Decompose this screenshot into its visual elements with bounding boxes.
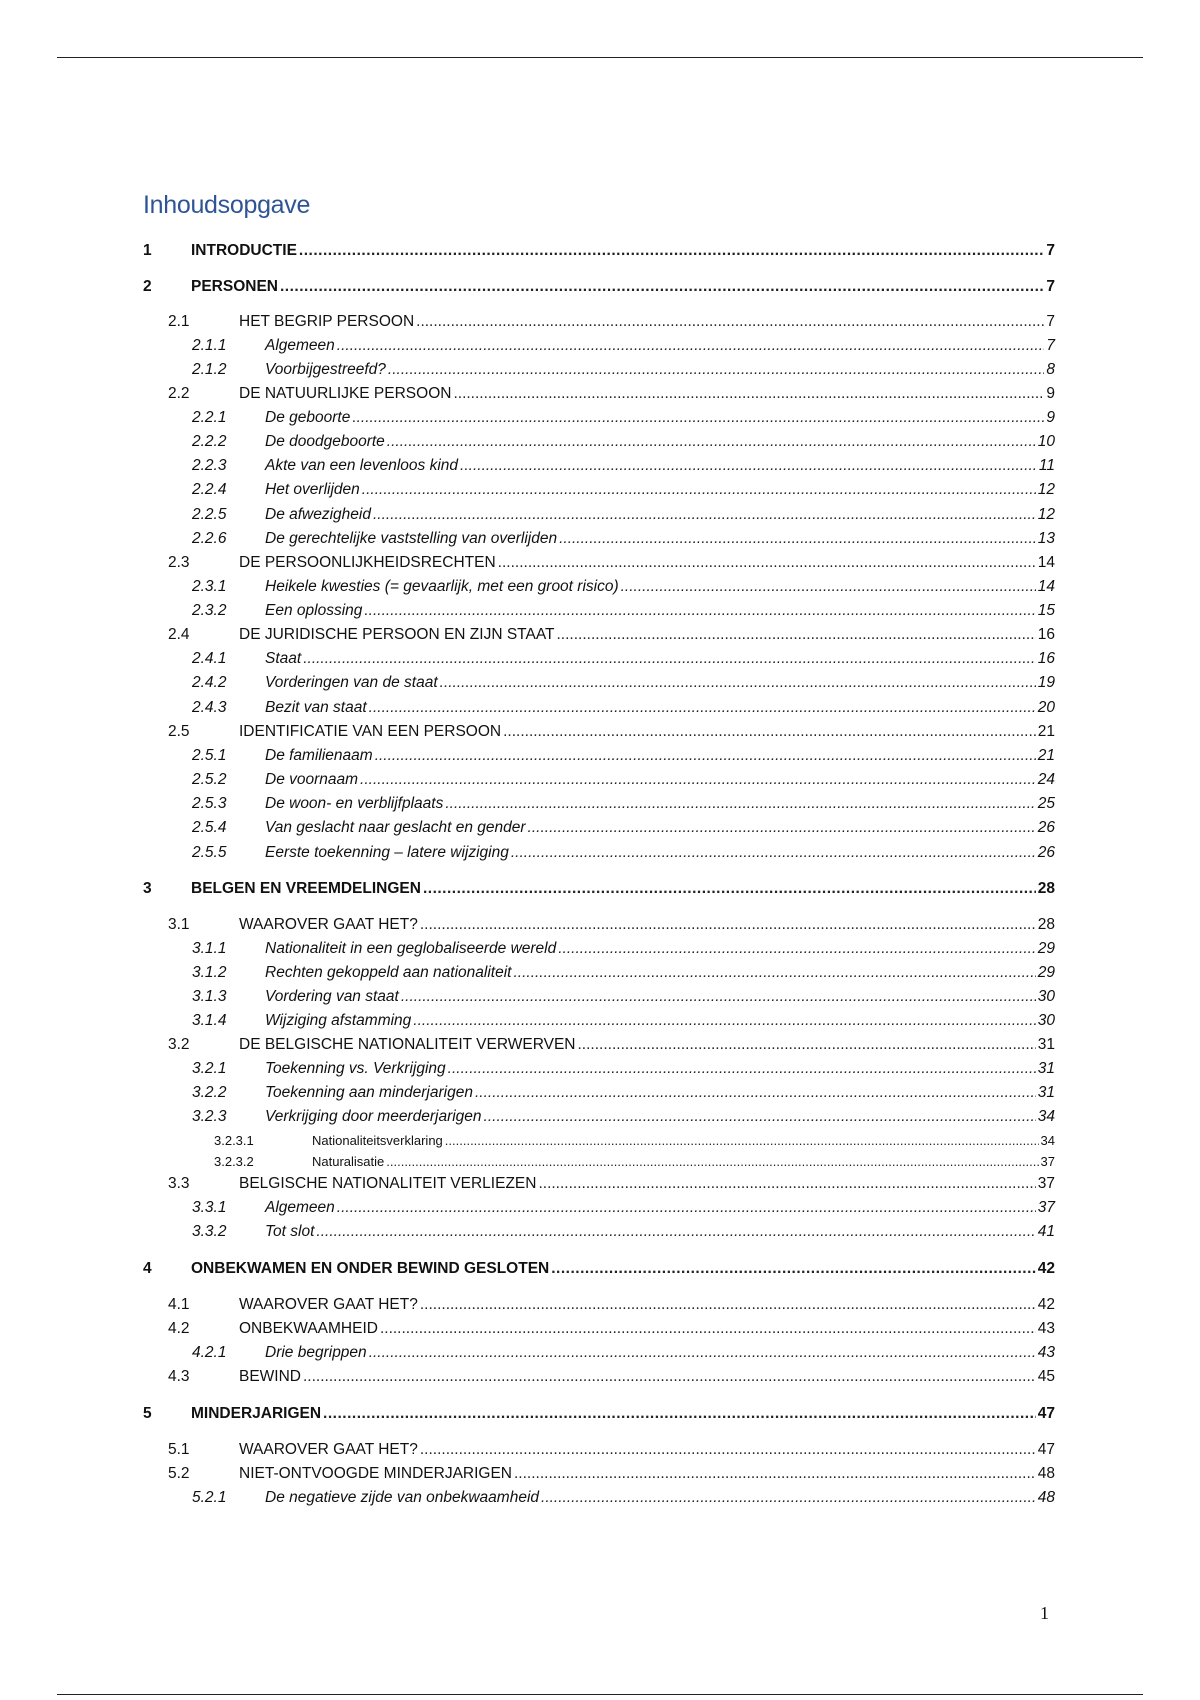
toc-entry-label: Heikele kwesties (= gevaarlijk, met een groot risico) [265, 578, 619, 595]
toc-entry-page: 7 [1046, 242, 1055, 259]
toc-entry-label: DE PERSOONLIJKHEIDSRECHTEN [239, 554, 496, 571]
toc-entry-number: 2.5.1 [192, 747, 227, 764]
toc-entry-number: 2.5.4 [192, 819, 227, 836]
toc-entry-number: 3.1.4 [192, 1012, 227, 1029]
toc-dot-leader [337, 1199, 1036, 1217]
toc-dot-leader [578, 1036, 1036, 1054]
toc-dot-leader [514, 1465, 1036, 1483]
toc-entry-number: 3.1.1 [192, 940, 227, 957]
toc-entry-label: De familienaam [265, 747, 373, 764]
toc-entry-level-2[interactable] [143, 916, 1055, 934]
toc-entry-label: BEWIND [239, 1368, 301, 1385]
toc-entry-number: 5.1 [168, 1441, 190, 1458]
toc-entry-label: Vordering van staat [265, 988, 399, 1005]
toc-entry-level-2[interactable] [143, 1296, 1055, 1314]
toc-entry-level-3[interactable] [143, 1223, 1055, 1241]
toc-dot-leader [460, 457, 1037, 475]
toc-entry-number: 2.4.1 [192, 650, 227, 667]
toc-dot-leader [538, 1175, 1035, 1193]
toc-entry-page: 26 [1037, 844, 1055, 861]
toc-dot-leader [413, 1012, 1035, 1030]
toc-entry-page: 34 [1040, 1133, 1055, 1148]
toc-entry-page: 21 [1037, 747, 1055, 764]
toc-entry-page: 21 [1037, 723, 1055, 740]
toc-entry-page: 43 [1037, 1320, 1055, 1337]
toc-entry-number: 3.2.1 [192, 1060, 227, 1077]
page-number: 1 [1040, 1603, 1049, 1623]
toc-entry-label: De geboorte [265, 409, 351, 426]
toc-dot-leader [445, 1133, 1039, 1148]
toc-entry-number: 2.1.1 [192, 337, 227, 354]
toc-entry-level-3[interactable] [143, 747, 1055, 765]
toc-dot-leader [498, 554, 1036, 572]
toc-entry-page: 30 [1037, 1012, 1055, 1029]
toc-entry-page: 48 [1037, 1489, 1055, 1506]
toc-entry-number: 2.3 [168, 554, 190, 571]
toc-dot-leader [386, 1154, 1038, 1169]
toc-entry-level-3[interactable] [143, 1344, 1055, 1362]
toc-entry-level-3[interactable] [143, 674, 1055, 692]
toc-entry-number: 5.2 [168, 1465, 190, 1482]
toc-entry-page: 12 [1037, 481, 1055, 498]
toc-entry-label: Rechten gekoppeld aan nationaliteit [265, 964, 512, 981]
toc-dot-leader [453, 385, 1044, 403]
toc-dot-leader [621, 578, 1036, 596]
toc-dot-leader [559, 530, 1036, 548]
toc-entry-level-2[interactable] [143, 1175, 1055, 1193]
toc-entry-level-1[interactable] [143, 278, 1055, 296]
toc-entry-page: 7 [1046, 278, 1055, 295]
toc-dot-leader [541, 1489, 1036, 1507]
toc-dot-leader [551, 1260, 1036, 1278]
toc-entry-number: 2.2.4 [192, 481, 227, 498]
toc-entry-page: 16 [1037, 626, 1055, 643]
toc-dot-leader [513, 964, 1035, 982]
toc-entry-level-3[interactable] [143, 771, 1055, 789]
toc-entry-level-1[interactable] [143, 242, 1055, 260]
toc-entry-number: 5.2.1 [192, 1489, 227, 1506]
toc-entry-label: Algemeen [265, 337, 335, 354]
toc-entry-page: 42 [1037, 1260, 1055, 1277]
toc-entry-label: ONBEKWAMEN EN ONDER BEWIND GESLOTEN [191, 1260, 550, 1277]
toc-entry-page: 41 [1037, 1223, 1055, 1240]
toc-entry-number: 5 [143, 1405, 152, 1422]
toc-dot-leader [420, 1296, 1036, 1314]
toc-entry-number: 3.1.2 [192, 964, 227, 981]
toc-entry-number: 3.2.3 [192, 1108, 227, 1125]
toc-dot-leader [323, 1405, 1036, 1423]
toc-entry-level-3[interactable] [143, 337, 1055, 355]
toc-entry-label: Eerste toekenning – latere wijziging [265, 844, 509, 861]
toc-entry-label: Nationaliteitsverklaring [312, 1133, 443, 1148]
toc-entry-page: 13 [1037, 530, 1055, 547]
toc-entry-number: 2.2.6 [192, 530, 227, 547]
toc-entry-label: Toekenning aan minderjarigen [265, 1084, 473, 1101]
toc-entry-label: Staat [265, 650, 302, 667]
toc-entry-number: 4.1 [168, 1296, 190, 1313]
toc-dot-leader [448, 1060, 1036, 1078]
toc-dot-leader [280, 278, 1044, 296]
toc-entry-page: 19 [1037, 674, 1055, 691]
toc-entry-label: De negatieve zijde van onbekwaamheid [265, 1489, 540, 1506]
toc-entry-label: De woon- en verblijfplaats [265, 795, 444, 812]
toc-entry-label: Voorbijgestreefd? [265, 361, 386, 378]
toc-entry-page: 47 [1037, 1441, 1055, 1458]
toc-entry-label: PERSONEN [191, 278, 278, 295]
toc-entry-number: 4.2 [168, 1320, 190, 1337]
toc-entry-level-1[interactable] [143, 880, 1055, 898]
toc-entry-label: INTRODUCTIE [191, 242, 297, 259]
toc-dot-leader [401, 988, 1036, 1006]
toc-dot-leader [369, 1344, 1036, 1362]
toc-dot-leader [299, 242, 1044, 260]
toc-entry-level-2[interactable] [143, 1465, 1055, 1483]
toc-dot-leader [380, 1320, 1036, 1338]
toc-entry-level-3[interactable] [143, 795, 1055, 813]
toc-entry-number: 3.2.3.2 [214, 1154, 254, 1169]
toc-entry-level-3[interactable] [143, 409, 1055, 427]
toc-entry-label: Verkrijging door meerderjarigen [265, 1108, 482, 1125]
toc-entry-page: 29 [1037, 964, 1055, 981]
toc-entry-page: 47 [1037, 1405, 1055, 1422]
toc-entry-level-2[interactable] [143, 1441, 1055, 1459]
toc-entry-label: De voornaam [265, 771, 359, 788]
toc-entry-level-2[interactable] [143, 313, 1055, 331]
toc-entry-level-3[interactable] [143, 1084, 1055, 1102]
toc-entry-page: 14 [1037, 578, 1055, 595]
toc-entry-label: DE NATUURLIJKE PERSOON [239, 385, 452, 402]
toc-entry-page: 8 [1046, 361, 1055, 378]
toc-dot-leader [369, 699, 1036, 717]
toc-entry-label: Drie begrippen [265, 1344, 367, 1361]
toc-entry-label: Algemeen [265, 1199, 335, 1216]
toc-entry-level-3[interactable] [143, 988, 1055, 1006]
toc-entry-number: 4.3 [168, 1368, 190, 1385]
toc-entry-level-2[interactable] [143, 626, 1055, 644]
toc-dot-leader [475, 1084, 1036, 1102]
toc-entry-page: 15 [1037, 602, 1055, 619]
toc-dot-leader [557, 626, 1036, 644]
toc-dot-leader [373, 506, 1036, 524]
toc-dot-leader [337, 337, 1045, 355]
toc-entry-level-3[interactable] [143, 1108, 1055, 1126]
toc-dot-leader [440, 674, 1036, 692]
toc-entry-number: 3.2 [168, 1036, 190, 1053]
toc-entry-level-3[interactable] [143, 844, 1055, 862]
toc-entry-number: 2.4.2 [192, 674, 227, 691]
toc-dot-leader [303, 1368, 1036, 1386]
toc-entry-number: 3.2.2 [192, 1084, 227, 1101]
footer-rule [57, 1694, 1143, 1695]
toc-entry-level-3[interactable] [143, 1199, 1055, 1217]
toc-entry-level-4[interactable] [143, 1133, 1055, 1148]
toc-entry-label: Vorderingen van de staat [265, 674, 438, 691]
toc-entry-label: MINDERJARIGEN [191, 1405, 322, 1422]
toc-entry-level-1[interactable] [143, 1405, 1055, 1423]
toc-entry-number: 2.2.3 [192, 457, 227, 474]
toc-entry-page: 26 [1037, 819, 1055, 836]
toc-dot-leader [416, 313, 1044, 331]
toc-entry-page: 37 [1037, 1199, 1055, 1216]
toc-entry-level-1[interactable] [143, 1260, 1055, 1278]
toc-entry-level-2[interactable] [143, 1368, 1055, 1386]
toc-entry-label: Het overlijden [265, 481, 360, 498]
toc-entry-label: BELGEN EN VREEMDELINGEN [191, 880, 421, 897]
toc-dot-leader [484, 1108, 1036, 1126]
toc-entry-label: HET BEGRIP PERSOON [239, 313, 415, 330]
toc-entry-number: 3 [143, 880, 152, 897]
toc-entry-level-2[interactable] [143, 1036, 1055, 1054]
toc-dot-leader [364, 602, 1035, 620]
toc-dot-leader [388, 361, 1044, 379]
toc-dot-leader [423, 880, 1036, 898]
toc-entry-label: DE BELGISCHE NATIONALITEIT VERWERVEN [239, 1036, 576, 1053]
toc-entry-level-3[interactable] [143, 699, 1055, 717]
toc-entry-page: 7 [1046, 337, 1055, 354]
toc-entry-page: 10 [1037, 433, 1055, 450]
toc-entry-number: 3.1 [168, 916, 190, 933]
toc-entry-page: 28 [1037, 916, 1055, 933]
toc-entry-number: 2.2 [168, 385, 190, 402]
header-rule [57, 57, 1143, 58]
toc-entry-label: Van geslacht naar geslacht en gender [265, 819, 526, 836]
toc-dot-leader [316, 1223, 1035, 1241]
toc-entry-label: IDENTIFICATIE VAN EEN PERSOON [239, 723, 502, 740]
toc-dot-leader [528, 819, 1036, 837]
toc-entry-number: 2.2.5 [192, 506, 227, 523]
toc-entry-level-2[interactable] [143, 1320, 1055, 1338]
toc-entry-label: WAAROVER GAAT HET? [239, 1296, 418, 1313]
toc-entry-label: Wijziging afstamming [265, 1012, 412, 1029]
toc-entry-page: 42 [1037, 1296, 1055, 1313]
toc-entry-label: BELGISCHE NATIONALITEIT VERLIEZEN [239, 1175, 537, 1192]
toc-dot-leader [503, 723, 1036, 741]
toc-entry-number: 3.1.3 [192, 988, 227, 1005]
toc-entry-label: NIET-ONTVOOGDE MINDERJARIGEN [239, 1465, 512, 1482]
toc-entry-number: 2.5 [168, 723, 190, 740]
toc-entry-number: 2.1 [168, 313, 190, 330]
toc-entry-page: 45 [1037, 1368, 1055, 1385]
toc-entry-level-3[interactable] [143, 361, 1055, 379]
toc-entry-level-2[interactable] [143, 554, 1055, 572]
toc-dot-leader [360, 771, 1036, 789]
toc-entry-page: 24 [1037, 771, 1055, 788]
toc-entry-label: De afwezigheid [265, 506, 371, 523]
toc-entry-level-2[interactable] [143, 723, 1055, 741]
toc-entry-number: 4 [143, 1260, 152, 1277]
toc-entry-level-3[interactable] [143, 964, 1055, 982]
toc-entry-label: De doodgeboorte [265, 433, 385, 450]
toc-entry-level-3[interactable] [143, 1489, 1055, 1507]
toc-entry-level-3[interactable] [143, 1060, 1055, 1078]
toc-entry-page: 16 [1037, 650, 1055, 667]
toc-entry-page: 12 [1037, 506, 1055, 523]
toc-entry-page: 9 [1046, 409, 1055, 426]
toc-entry-page: 25 [1037, 795, 1055, 812]
toc-entry-number: 2.3.2 [192, 602, 227, 619]
toc-entry-page: 31 [1037, 1084, 1055, 1101]
toc-entry-page: 9 [1046, 385, 1055, 402]
toc-entry-page: 31 [1037, 1036, 1055, 1053]
toc-dot-leader [420, 916, 1036, 934]
toc-entry-number: 4.2.1 [192, 1344, 227, 1361]
toc-entry-number: 3.3.1 [192, 1199, 227, 1216]
toc-dot-leader [445, 795, 1035, 813]
toc-entry-page: 43 [1037, 1344, 1055, 1361]
toc-entry-label: Toekenning vs. Verkrijging [265, 1060, 446, 1077]
toc-entry-number: 2.2.2 [192, 433, 227, 450]
toc-entry-level-3[interactable] [143, 433, 1055, 451]
toc-entry-level-3[interactable] [143, 1012, 1055, 1030]
toc-entry-label: De gerechtelijke vaststelling van overlijden [265, 530, 558, 547]
toc-entry-label: Een oplossing [265, 602, 363, 619]
toc-entry-page: 37 [1040, 1154, 1055, 1169]
toc-entry-page: 28 [1037, 880, 1055, 897]
toc-entry-level-2[interactable] [143, 385, 1055, 403]
toc-entry-label: Akte van een levenloos kind [265, 457, 459, 474]
toc-entry-number: 2.1.2 [192, 361, 227, 378]
toc-entry-label: WAAROVER GAAT HET? [239, 916, 418, 933]
toc-entry-label: WAAROVER GAAT HET? [239, 1441, 418, 1458]
toc-dot-leader [558, 940, 1036, 958]
toc-entry-number: 1 [143, 242, 152, 259]
toc-entry-number: 2.5.3 [192, 795, 227, 812]
toc-entry-level-3[interactable] [143, 481, 1055, 499]
toc-entry-page: 48 [1037, 1465, 1055, 1482]
toc-entry-number: 2.2.1 [192, 409, 227, 426]
toc-entry-page: 34 [1037, 1108, 1055, 1125]
toc-entry-label: ONBEKWAAMHEID [239, 1320, 378, 1337]
toc-entry-page: 14 [1037, 554, 1055, 571]
toc-entry-level-3[interactable] [143, 530, 1055, 548]
toc-entry-page: 30 [1037, 988, 1055, 1005]
toc-entry-page: 31 [1037, 1060, 1055, 1077]
toc-entry-number: 2 [143, 278, 152, 295]
toc-entry-page: 7 [1046, 313, 1055, 330]
toc-entry-level-3[interactable] [143, 506, 1055, 524]
toc-entry-page: 11 [1038, 457, 1055, 474]
toc-entry-number: 3.3 [168, 1175, 190, 1192]
toc-dot-leader [387, 433, 1036, 451]
toc-entry-label: Nationaliteit in een geglobaliseerde wereld [265, 940, 557, 957]
toc-entry-number: 3.3.2 [192, 1223, 227, 1240]
toc-entry-number: 2.4 [168, 626, 190, 643]
toc-entry-number: 2.3.1 [192, 578, 227, 595]
toc-entry-number: 3.2.3.1 [214, 1133, 254, 1148]
toc-entry-number: 2.5.5 [192, 844, 227, 861]
toc-entry-level-4[interactable] [143, 1154, 1055, 1169]
toc-entry-label: Tot slot [265, 1223, 315, 1240]
toc-entry-number: 2.4.3 [192, 699, 227, 716]
toc-entry-level-3[interactable] [143, 457, 1055, 475]
toc-entry-label: DE JURIDISCHE PERSOON EN ZIJN STAAT [239, 626, 555, 643]
toc-entry-label: Naturalisatie [312, 1154, 385, 1169]
toc-entry-page: 29 [1037, 940, 1055, 957]
toc-dot-leader [352, 409, 1044, 427]
toc-dot-leader [375, 747, 1036, 765]
toc-entry-level-3[interactable] [143, 578, 1055, 596]
toc-title: Inhoudsopgave [143, 191, 311, 219]
toc-dot-leader [420, 1441, 1036, 1459]
toc-entry-level-3[interactable] [143, 940, 1055, 958]
toc-entry-page: 37 [1037, 1175, 1055, 1192]
toc-entry-number: 2.5.2 [192, 771, 227, 788]
toc-entry-label: Bezit van staat [265, 699, 367, 716]
toc-entry-level-3[interactable] [143, 650, 1055, 668]
toc-entry-page: 20 [1037, 699, 1055, 716]
toc-dot-leader [303, 650, 1036, 668]
toc-entry-level-3[interactable] [143, 819, 1055, 837]
toc-dot-leader [362, 481, 1036, 499]
toc-dot-leader [511, 844, 1036, 862]
toc-entry-level-3[interactable] [143, 602, 1055, 620]
